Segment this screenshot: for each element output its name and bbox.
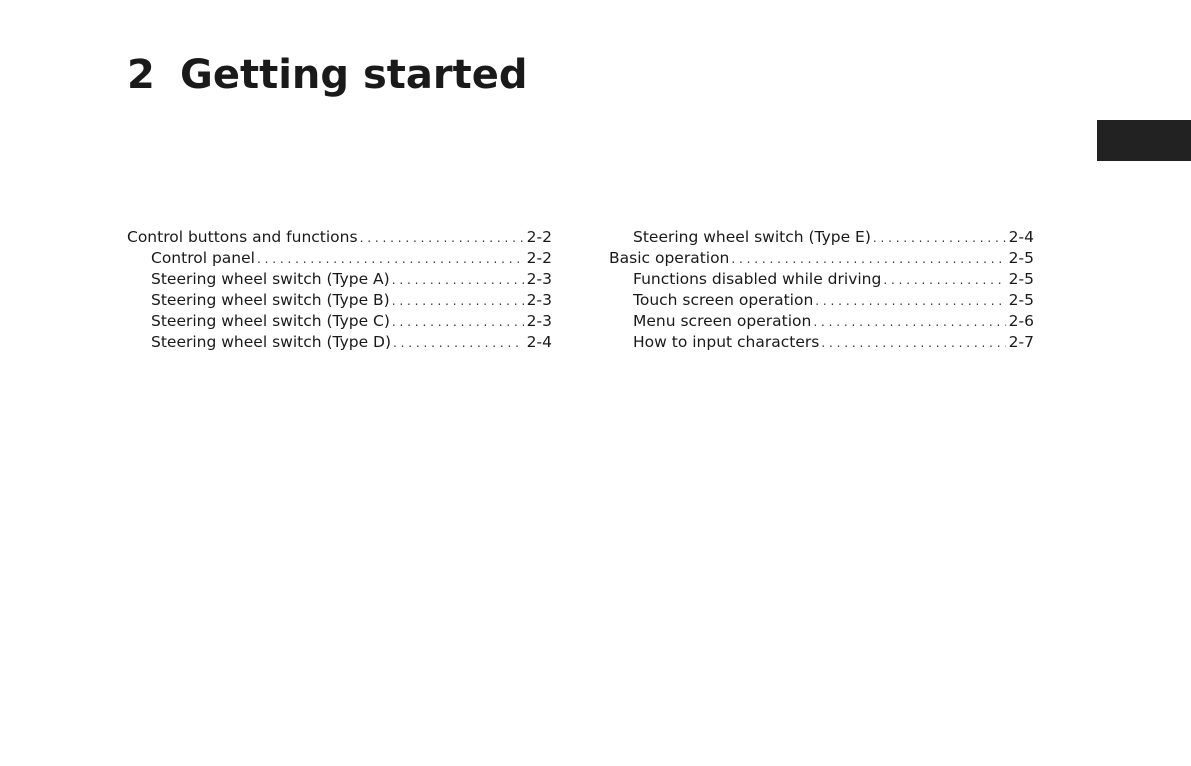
toc-entry-page: 2-2: [526, 249, 552, 267]
toc-entry[interactable]: [127, 248, 552, 269]
toc-entry[interactable]: [609, 269, 1034, 290]
toc-dot-leader: [883, 270, 1005, 291]
chapter-number: 2: [127, 52, 155, 98]
toc-entry-title: Steering wheel switch (Type A): [151, 270, 390, 288]
toc-entry[interactable]: [127, 269, 552, 290]
toc-entry-title: Steering wheel switch (Type E): [633, 228, 871, 246]
toc-entry-title: Control panel: [151, 249, 255, 267]
toc-dot-leader: [815, 291, 1005, 312]
toc-dot-leader: [392, 312, 524, 333]
toc-entry-page: 2-3: [526, 270, 552, 288]
toc-entry-title: Steering wheel switch (Type B): [151, 291, 390, 309]
toc-entry-title: Basic operation: [609, 249, 730, 267]
toc-entry[interactable]: [609, 311, 1034, 332]
toc-dot-leader: [392, 270, 524, 291]
toc-dot-leader: [257, 249, 524, 270]
toc-entry-title: Functions disabled while driving: [633, 270, 882, 288]
toc-entry[interactable]: [127, 227, 552, 248]
toc-entry[interactable]: [609, 227, 1034, 248]
toc-dot-leader: [873, 228, 1006, 249]
toc-entry-page: 2-5: [1008, 249, 1034, 267]
toc-dot-leader: [392, 291, 524, 312]
toc-right-column: [609, 227, 1034, 353]
toc-entry-page: 2-7: [1008, 333, 1034, 351]
toc-entry-title: Touch screen operation: [633, 291, 814, 309]
toc-dot-leader: [360, 228, 524, 249]
toc-entry[interactable]: [127, 332, 552, 353]
chapter-heading: [127, 52, 527, 98]
toc-entry-title: How to input characters: [633, 333, 820, 351]
toc-entry-page: 2-6: [1008, 312, 1034, 330]
chapter-title: Getting started: [180, 52, 528, 98]
chapter-thumb-tab: [1097, 120, 1191, 161]
toc-entry-title: Steering wheel switch (Type D): [151, 333, 392, 351]
toc-dot-leader: [393, 333, 524, 354]
toc-entry[interactable]: [609, 290, 1034, 311]
toc-entry-page: 2-4: [526, 333, 552, 351]
toc-dot-leader: [821, 333, 1005, 354]
toc-entry-title: Control buttons and functions: [127, 228, 358, 246]
toc-entry-title: Menu screen operation: [633, 312, 812, 330]
toc-dot-leader: [813, 312, 1005, 333]
toc-entry-title: Steering wheel switch (Type C): [151, 312, 390, 330]
toc-dot-leader: [731, 249, 1005, 270]
toc-entry[interactable]: [127, 290, 552, 311]
toc-entry-page: 2-3: [526, 291, 552, 309]
toc-left-column: [127, 227, 552, 353]
toc-entry[interactable]: [127, 311, 552, 332]
toc-entry[interactable]: [609, 248, 1034, 269]
toc-entry-page: 2-2: [526, 228, 552, 246]
toc-entry-page: 2-3: [526, 312, 552, 330]
toc-entry-page: 2-5: [1008, 270, 1034, 288]
toc-entry-page: 2-5: [1008, 291, 1034, 309]
toc-entry-page: 2-4: [1008, 228, 1034, 246]
toc-entry[interactable]: [609, 332, 1034, 353]
